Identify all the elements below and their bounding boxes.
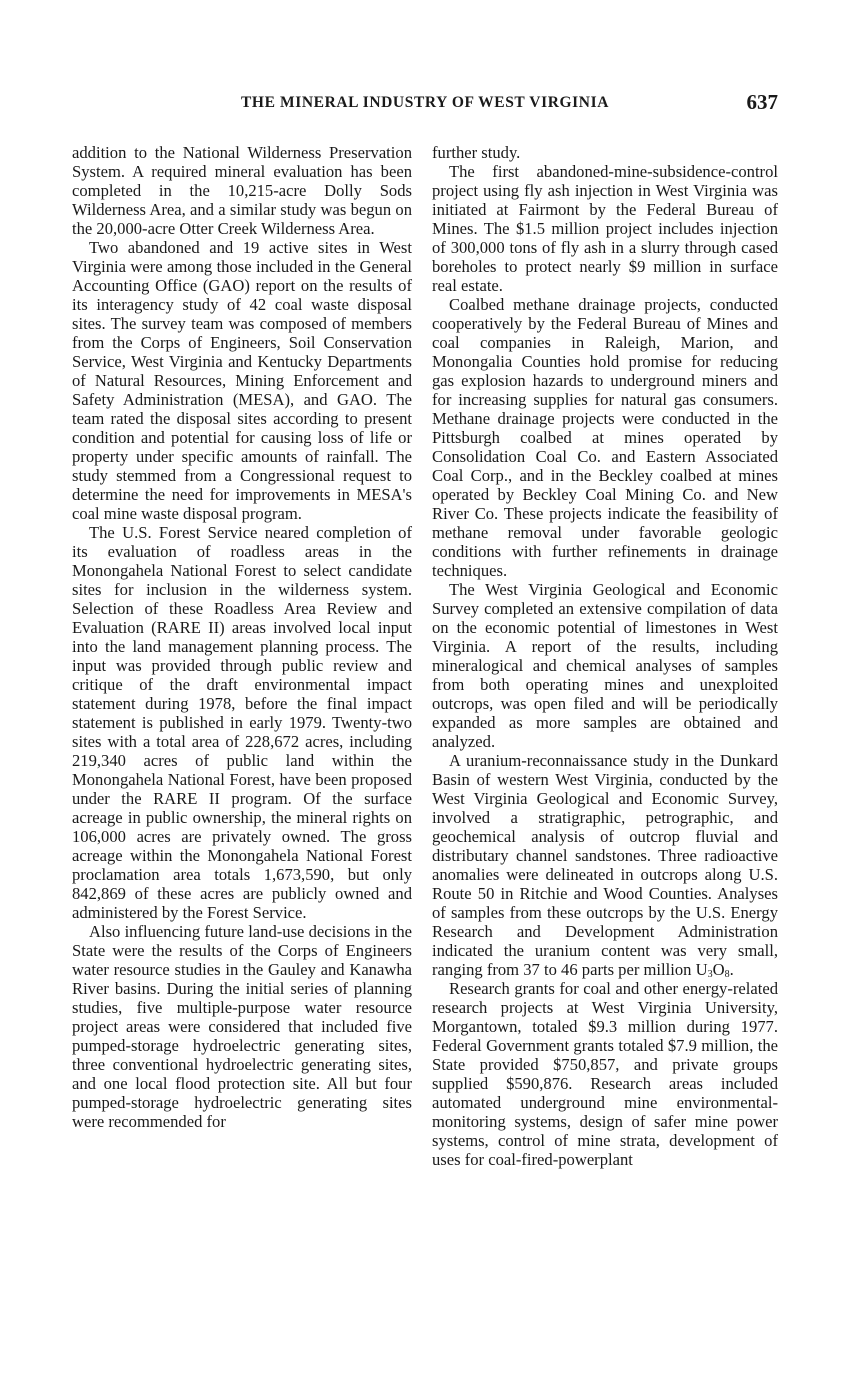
paragraph: Research grants for coal and other energy-related research projects at West Virginia University, Morgantown, totaled $9.3 million during 1977. Federal Government grants totaled $7.9 million, the State provided $750,857, and private groups supplied $590,876. Research areas included automated underground mine environmental-monitoring systems, design of safer mine power systems, control of mine strata, development of uses for coal-fired-powerplant xyxy=(432,979,778,1169)
paragraph-end: . xyxy=(729,960,734,979)
right-column xyxy=(432,143,778,1169)
uranium-paragraph xyxy=(432,751,778,979)
paragraph: Coalbed methane drainage projects, conducted cooperatively by the Federal Bureau of Mines and coal companies in Raleigh, Marion, and Monongalia Counties hold promise for reducing gas explosion hazards to underground miners and for increasing supplies for natural gas consumers. Methane drainage projects were conducted in the Pittsburgh coalbed at mines operated by Consolidation Coal Co. and Eastern Associated Coal Corp., and in the Beckley coalbed at mines operated by Beckley Coal Mining Co. and New River Co. These projects indicate the feasibility of methane removal under favorable geologic conditions with further refinements in drainage techniques. xyxy=(432,295,778,580)
paragraph: Two abandoned and 19 active sites in West Virginia were among those included in the General Accounting Office (GAO) report on the results of its interagency study of 42 coal waste disposal sites. The survey team was composed of members from the Corps of Engineers, Soil Conservation Service, West Virginia and Kentucky Departments of Natural Resources, Mining Enforcement and Safety Administration (MESA), and GAO. The team rated the disposal sites according to present condition and potential for causing loss of life or property under specific amounts of rainfall. The study stemmed from a Congressional request to determine the need for improvements in MESA's coal mine waste disposal program. xyxy=(72,238,412,523)
paragraph: Also influencing future land-use decisions in the State were the results of the Corps of Engineers water resource studies in the Gauley and Kanawha River basins. During the initial series of planning studies, five multiple-purpose water resource project areas were considered that included five pumped-storage hydroelectric generating sites, three conventional hydroelectric generating sites, and one local flood protection site. All but four pumped-storage hydroelectric generating sites were recommended for xyxy=(72,922,412,1131)
paragraph: The West Virginia Geological and Economic Survey completed an extensive compilation of data on the economic potential of limestones in West Virginia. A report of the results, including mineralogical and chemical analyses of samples from both operating mines and unexploited outcrops, was open filed and will be periodically expanded as more samples are obtained and analyzed. xyxy=(432,580,778,751)
paragraph: addition to the National Wilderness Preservation System. A required mineral evaluation has been completed in the 10,215-acre Dolly Sods Wilderness Area, and a similar study was begun on the 20,000-acre Otter Creek Wilderness Area. xyxy=(72,143,412,238)
paragraph: further study. xyxy=(432,143,521,162)
paragraph: The first abandoned-mine-subsidence-control project using fly ash injection in West Virginia was initiated at Fairmont by the Federal Bureau of Mines. The $1.5 million project includes injection of 300,000 tons of fly ash in a slurry through cased boreholes to protect nearly $9 million in surface real estate. xyxy=(432,162,778,295)
paragraph: The U.S. Forest Service neared completion of its evaluation of roadless areas in the Monongahela National Forest to select candidate sites for inclusion in the wilderness system. Selection of these Roadless Area Review and Evaluation (RARE II) areas involved local input into the land management planning process. The input was provided through public review and critique of the draft environmental impact statement during 1978, before the final impact statement is published in early 1979. Twenty-two sites with a total area of 228,672 acres, including 219,340 acres of public land within the Monongahela National Forest, have been proposed under the RARE II program. Of the surface acreage in public ownership, the mineral rights on 106,000 acres are privately owned. The gross acreage within the Monongahela National Forest proclamation area totals 1,673,590, but only 842,869 of these acres are publicly owned and administered by the Forest Service. xyxy=(72,523,412,922)
running-header xyxy=(72,90,778,118)
subscript: 3 xyxy=(707,969,713,980)
page-number: 637 xyxy=(746,90,778,114)
running-title: THE MINERAL INDUSTRY OF WEST VIRGINIA xyxy=(240,94,610,111)
subscript: 8 xyxy=(724,969,730,980)
formula-element: O xyxy=(712,960,725,979)
paragraph-text: A uranium-reconnaissance study in the Dunkard Basin of western West Virginia, conducted by the West Virginia Geological and Economic Survey, involved a stratigraphic, petrographic, and geochemical analysis of outcrop fluvial and distributary channel sandstones. Three radioactive anomalies were delineated in outcrops along U.S. Route 50 in Ritchie and Wood Counties. Analyses of samples from these outcrops by the U.S. Energy Research and Development Administration indicated the uranium content was very small, ranging from 37 to 46 parts per million U xyxy=(432,751,778,979)
left-column xyxy=(72,143,412,1131)
